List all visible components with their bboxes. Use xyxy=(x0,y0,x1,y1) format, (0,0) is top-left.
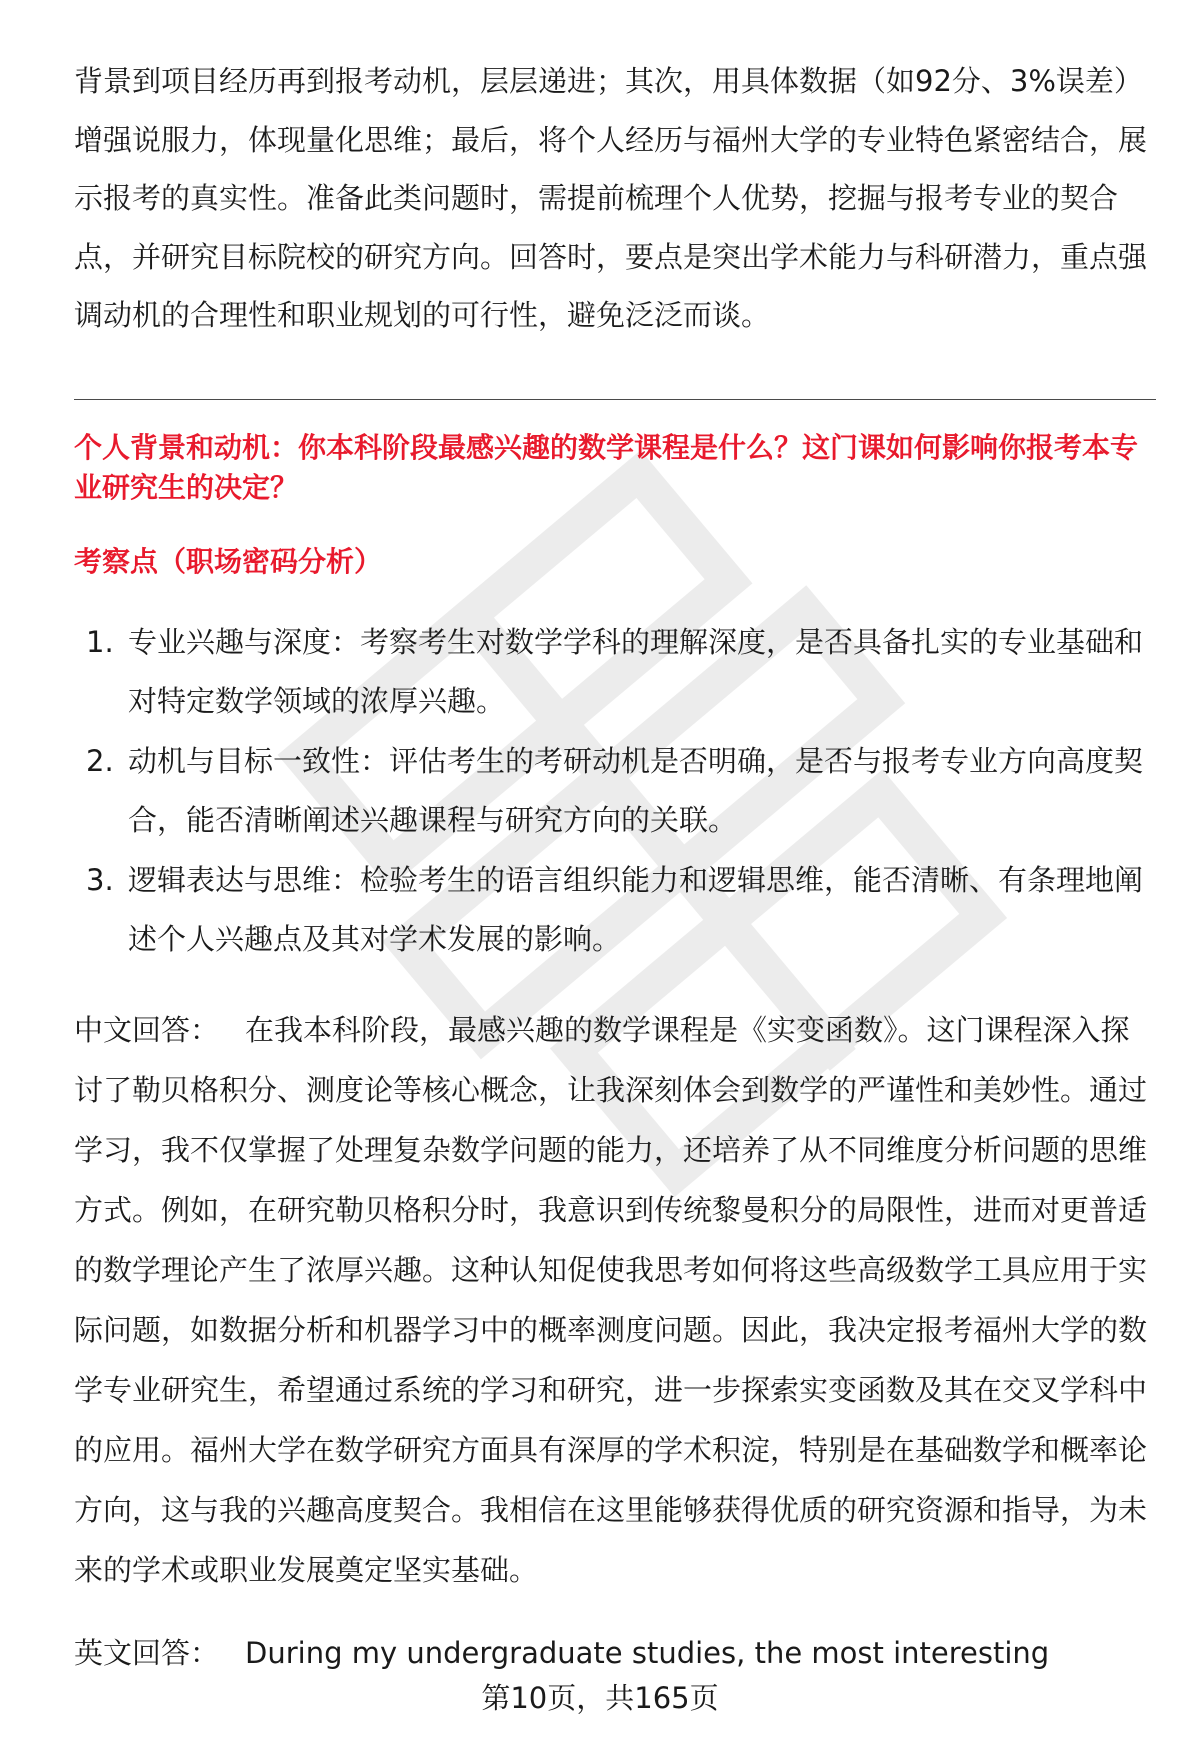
point-number: 2. xyxy=(86,744,114,778)
intro-paragraph: 背景到项目经历再到报考动机，层层递进；其次，用具体数据（如92分、3%误差）增强说服力，体现量化思维；最后，将个人经历与福州大学的专业特色紧密结合，展示报考的真实性。准备此类问题时，需提前梳理个人优势，挖掘与报考专业的契合点，并研究目标院校的研究方向。回答时，要点是突出学术能力与科研潜力，重点强调动机的合理性和职业规划的可行性，避免泛泛而谈。 xyxy=(74,64,1148,332)
assessment-point xyxy=(74,732,1154,850)
assessment-point xyxy=(74,851,1154,969)
point-text: 专业兴趣与深度：考察考生对数学学科的理解深度，是否具备扎实的专业基础和对特定数学领域的浓厚兴趣。 xyxy=(128,625,1144,718)
assessment-point xyxy=(74,613,1154,731)
english-answer-paragraph xyxy=(74,1625,1154,1681)
point-text: 逻辑表达与思维：检验考生的语言组织能力和逻辑思维，能否清晰、有条理地阐述个人兴趣点及其对学术发展的影响。 xyxy=(128,863,1144,956)
section-divider xyxy=(74,399,1156,400)
chinese-answer-paragraph xyxy=(74,1000,1154,1600)
chinese-answer-label: 中文回答： xyxy=(74,1013,220,1047)
point-number: 1. xyxy=(86,625,114,659)
question-heading: 个人背景和动机：你本科阶段最感兴趣的数学课程是什么？这门课如何影响你报考本专业研究生的决定？ xyxy=(74,431,1139,504)
assessment-heading: 考察点（职场密码分析） xyxy=(74,545,383,578)
point-text: 动机与目标一致性：评估考生的考研动机是否明确，是否与报考专业方向高度契合，能否清晰阐述兴趣课程与研究方向的关联。 xyxy=(128,744,1144,837)
assessment-points-list xyxy=(74,613,1154,970)
page-number-footer: 第10页，共165页 xyxy=(481,1681,719,1715)
point-number: 3. xyxy=(86,863,114,897)
english-answer-label: 英文回答： xyxy=(74,1636,220,1670)
english-answer-text: During my undergraduate studies, the most interesting xyxy=(245,1636,1050,1670)
chinese-answer-text: 在我本科阶段，最感兴趣的数学课程是《实变函数》。这门课程深入探讨了勒贝格积分、测度论等核心概念，让我深刻体会到数学的严谨性和美妙性。通过学习，我不仅掌握了处理复杂数学问题的能力，还培养了从不同维度分析问题的思维方式。例如，在研究勒贝格积分时，我意识到传统黎曼积分的局限性，进而对更普适的数学理论产生了浓厚兴趣。这种认知促使我思考如何将这些高级数学工具应用于实际问题，如数据分析和机器学习中的概率测度问题。因此，我决定报考福州大学的数学专业研究生，希望通过系统的学习和研究，进一步探索实变函数及其在交叉学科中的应用。福州大学在数学研究方面具有深厚的学术积淀，特别是在基础数学和概率论方向，这与我的兴趣高度契合。我相信在这里能够获得优质的研究资源和指导，为未来的学术或职业发展奠定坚实基础。 xyxy=(74,1013,1148,1587)
